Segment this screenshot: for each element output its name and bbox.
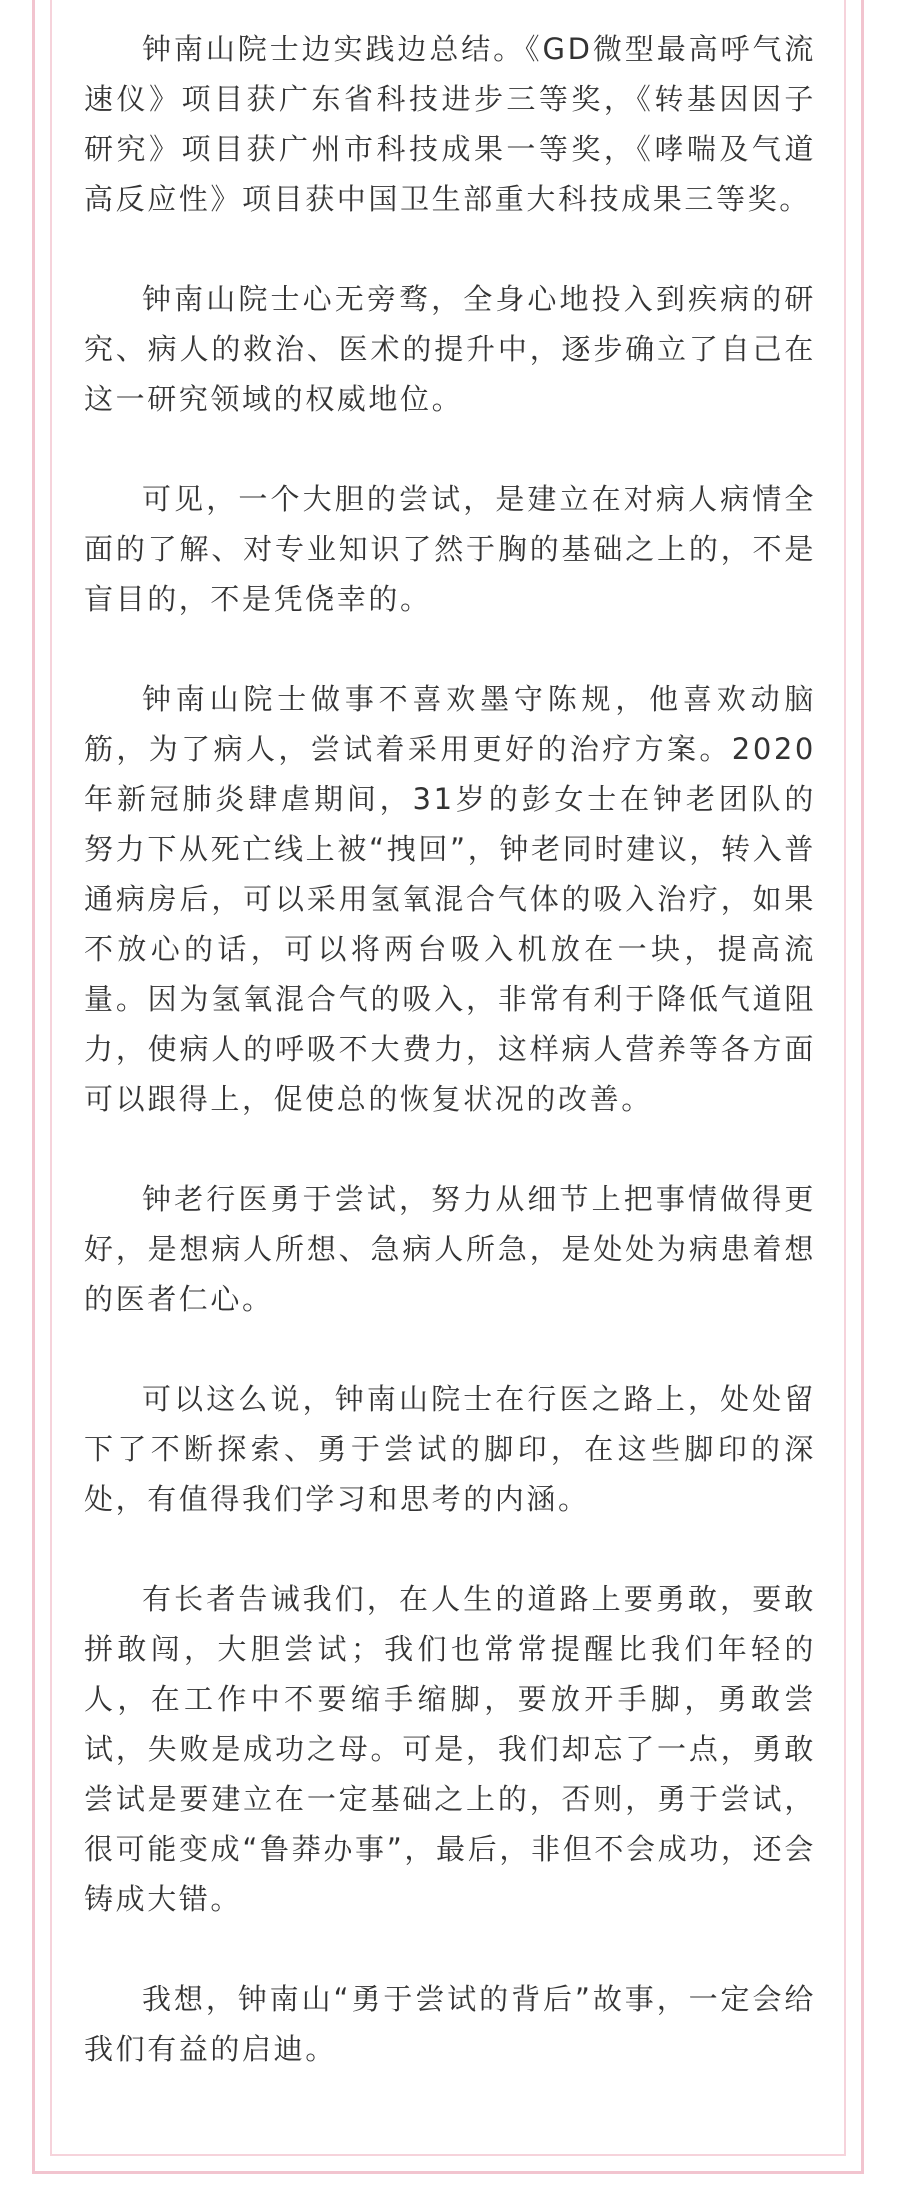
paragraph-compassion: 钟老行医勇于尝试，努力从细节上把事情做得更好，是想病人所想、急病人所急，是处处为病患着想的医者仁心。 [84, 1182, 816, 1316]
paragraph-awards: 钟南山院士边实践边总结。《GD微型最高呼气流速仪》项目获广东省科技进步三等奖，《转基因因子研究》项目获广州市科技成果一等奖，《哮喘及气道高反应性》项目获中国卫生部重大科技成果三等奖。 [84, 32, 816, 216]
paragraph-conclusion: 我想，钟南山“勇于尝试的背后”故事，一定会给我们有益的启迪。 [84, 1982, 816, 2066]
paragraph-bold-attempt: 可见，一个大胆的尝试，是建立在对病人病情全面的了解、对专业知识了然于胸的基础之上的，不是盲目的，不是凭侥幸的。 [84, 482, 816, 616]
paragraph-dedication: 钟南山院士心无旁骛，全身心地投入到疾病的研究、病人的救治、医术的提升中，逐步确立了自己在这一研究领域的权威地位。 [84, 282, 816, 416]
article-body [84, 24, 816, 2124]
paragraph-treatment-innovation: 钟南山院士做事不喜欢墨守陈规，他喜欢动脑筋，为了病人，尝试着采用更好的治疗方案。2020年新冠肺炎肆虐期间，31岁的彭女士在钟老团队的努力下从死亡线上被“拽回”，钟老同时建议，转入普通病房后，可以采用氢氧混合气体的吸入治疗，如果不放心的话，可以将两台吸入机放在一块，提高流量。因为氢氧混合气的吸入，非常有利于降低气道阻力，使病人的呼吸不大费力，这样病人营养等各方面可以跟得上，促使总的恢复状况的改善。 [84, 682, 816, 1116]
paragraph-courage-advice: 有长者告诫我们，在人生的道路上要勇敢，要敢拼敢闯，大胆尝试；我们也常常提醒比我们年轻的人，在工作中不要缩手缩脚，要放开手脚，勇敢尝试，失败是成功之母。可是，我们却忘了一点，勇敢尝试是要建立在一定基础之上的，否则，勇于尝试，很可能变成“鲁莽办事”，最后，非但不会成功，还会铸成大错。 [84, 1582, 816, 1916]
paragraph-footprints: 可以这么说，钟南山院士在行医之路上，处处留下了不断探索、勇于尝试的脚印，在这些脚印的深处，有值得我们学习和思考的内涵。 [84, 1382, 816, 1516]
